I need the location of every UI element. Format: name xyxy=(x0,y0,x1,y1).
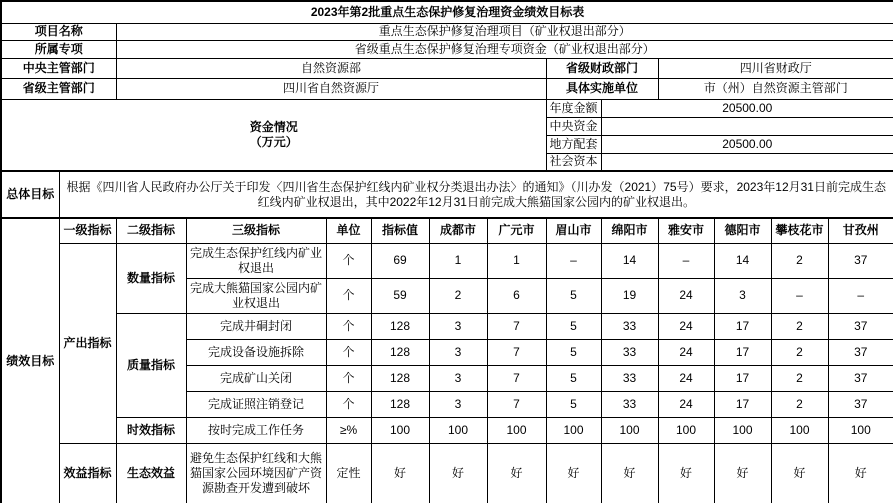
city-value-cell: 好 xyxy=(828,443,893,503)
city-value-cell: 3 xyxy=(429,365,487,391)
city-value-cell: – xyxy=(658,243,714,278)
unit-cell: 个 xyxy=(326,391,371,417)
city-value-cell: 2 xyxy=(429,278,487,313)
program-row xyxy=(1,40,893,58)
project-name-label: 项目名称 xyxy=(1,23,116,40)
unit-cell: 个 xyxy=(326,313,371,339)
prov-dept-value: 四川省自然资源厅 xyxy=(116,78,546,99)
target-value-cell: 128 xyxy=(371,391,429,417)
city-value-cell: 19 xyxy=(601,278,658,313)
central-dept-row xyxy=(1,58,893,78)
prov-finance-value: 四川省财政厅 xyxy=(658,58,893,78)
indicator-name-cell: 完成证照注销登记 xyxy=(186,391,326,417)
city-value-cell: 24 xyxy=(658,313,714,339)
city-value-cell: 好 xyxy=(771,443,828,503)
city-value-cell: 37 xyxy=(828,339,893,365)
city-value-cell: – xyxy=(771,278,828,313)
unit-cell: 个 xyxy=(326,243,371,278)
target-value-cell: 128 xyxy=(371,365,429,391)
city-value-cell: 14 xyxy=(601,243,658,278)
unit-cell: 个 xyxy=(326,339,371,365)
funding-central-value xyxy=(601,117,893,135)
city-value-cell: 33 xyxy=(601,365,658,391)
title-row xyxy=(1,1,893,23)
target-value-cell: 128 xyxy=(371,313,429,339)
city-value-cell: 3 xyxy=(429,339,487,365)
city-value-cell: 37 xyxy=(828,243,893,278)
city-value-cell: 3 xyxy=(429,391,487,417)
city-value-cell: 5 xyxy=(546,313,601,339)
city-value-cell: 5 xyxy=(546,339,601,365)
central-dept-value: 自然资源部 xyxy=(116,58,546,78)
indicator-row xyxy=(1,313,893,339)
funding-annual-label: 年度金额 xyxy=(546,99,601,117)
city-value-cell: 37 xyxy=(828,365,893,391)
overall-goal-text: 根据《四川省人民政府办公厅关于印发〈四川省生态保护红线内矿业权分类退出办法〉的通知》（川办发（2021）75号）要求，2023年12月31日前完成生态红线内矿业权退出，其中2022年12月31日前完成大熊猫国家公园内的矿业权退出。 xyxy=(59,171,893,218)
col-header-city-mianyang: 绵阳市 xyxy=(601,218,658,243)
central-dept-label: 中央主管部门 xyxy=(1,58,116,78)
col-header-unit: 单位 xyxy=(326,218,371,243)
target-value-cell: 好 xyxy=(371,443,429,503)
col-header-city-ganzi: 甘孜州 xyxy=(828,218,893,243)
city-value-cell: 好 xyxy=(601,443,658,503)
project-name-value: 重点生态保护修复治理项目（矿业权退出部分） xyxy=(116,23,893,40)
city-value-cell: 24 xyxy=(658,365,714,391)
program-value: 省级重点生态保护修复治理专项资金（矿业权退出部分） xyxy=(116,40,893,58)
city-value-cell: 2 xyxy=(771,391,828,417)
col-header-level2: 二级指标 xyxy=(116,218,186,243)
implement-value: 市（州）自然资源主管部门 xyxy=(658,78,893,99)
city-value-cell: 5 xyxy=(546,391,601,417)
funding-annual-value: 20500.00 xyxy=(601,99,893,117)
city-value-cell: 2 xyxy=(771,339,828,365)
city-value-cell: – xyxy=(828,278,893,313)
city-value-cell: 7 xyxy=(487,365,546,391)
city-value-cell: 好 xyxy=(546,443,601,503)
city-value-cell: 100 xyxy=(429,417,487,443)
col-header-city-chengdu: 成都市 xyxy=(429,218,487,243)
unit-cell: 定性 xyxy=(326,443,371,503)
indicator-name-cell: 完成井硐封闭 xyxy=(186,313,326,339)
city-value-cell: 好 xyxy=(714,443,771,503)
indicator-header-row xyxy=(1,218,893,243)
program-label: 所属专项 xyxy=(1,40,116,58)
funding-label-line2: （万元） xyxy=(249,134,298,149)
funding-social-label: 社会资本 xyxy=(546,153,601,171)
indicator-row xyxy=(1,243,893,278)
level2-quantity-cell: 数量指标 xyxy=(116,243,186,313)
city-value-cell: 1 xyxy=(487,243,546,278)
city-value-cell: 24 xyxy=(658,391,714,417)
page-title: 2023年第2批重点生态保护修复治理资金绩效目标表 xyxy=(1,1,893,23)
target-value-cell: 69 xyxy=(371,243,429,278)
funding-central-label: 中央资金 xyxy=(546,117,601,135)
city-value-cell: 3 xyxy=(429,313,487,339)
unit-cell: 个 xyxy=(326,365,371,391)
city-value-cell: 100 xyxy=(601,417,658,443)
city-value-cell: 7 xyxy=(487,391,546,417)
city-value-cell: 100 xyxy=(487,417,546,443)
city-value-cell: 5 xyxy=(546,365,601,391)
level2-quality-cell: 质量指标 xyxy=(116,313,186,417)
city-value-cell: 17 xyxy=(714,391,771,417)
implement-label: 具体实施单位 xyxy=(546,78,658,99)
funding-label-line1: 资金情况 xyxy=(249,119,298,134)
col-header-target: 指标值 xyxy=(371,218,429,243)
city-value-cell: 33 xyxy=(601,391,658,417)
city-value-cell: 2 xyxy=(771,243,828,278)
overall-goal-label: 总体目标 xyxy=(1,171,59,218)
city-value-cell: 好 xyxy=(429,443,487,503)
col-header-city-yaan: 雅安市 xyxy=(658,218,714,243)
city-value-cell: – xyxy=(546,243,601,278)
funding-row-annual xyxy=(1,99,893,117)
indicator-name-cell: 按时完成工作任务 xyxy=(186,417,326,443)
overall-goal-row xyxy=(1,171,893,218)
indicator-row xyxy=(1,417,893,443)
city-value-cell: 100 xyxy=(714,417,771,443)
city-value-cell: 2 xyxy=(771,313,828,339)
city-value-cell: 100 xyxy=(546,417,601,443)
level1-benefit-cell: 效益指标 xyxy=(59,443,116,503)
target-value-cell: 100 xyxy=(371,417,429,443)
indicator-name-cell: 完成设备设施拆除 xyxy=(186,339,326,365)
indicator-name-cell: 完成大熊猫国家公园内矿业权退出 xyxy=(186,278,326,313)
city-value-cell: 1 xyxy=(429,243,487,278)
city-value-cell: 24 xyxy=(658,339,714,365)
city-value-cell: 7 xyxy=(487,339,546,365)
city-value-cell: 33 xyxy=(601,339,658,365)
city-value-cell: 2 xyxy=(771,365,828,391)
city-value-cell: 14 xyxy=(714,243,771,278)
city-value-cell: 24 xyxy=(658,278,714,313)
col-header-level3: 三级指标 xyxy=(186,218,326,243)
target-value-cell: 59 xyxy=(371,278,429,313)
city-value-cell: 100 xyxy=(658,417,714,443)
indicator-name-cell: 避免生态保护红线和大熊猫国家公园环境因矿产资源勘查开发遭到破坏 xyxy=(186,443,326,503)
unit-cell: ≥% xyxy=(326,417,371,443)
city-value-cell: 17 xyxy=(714,313,771,339)
city-value-cell: 3 xyxy=(714,278,771,313)
funding-local-value: 20500.00 xyxy=(601,135,893,153)
col-header-city-guangyuan: 广元市 xyxy=(487,218,546,243)
prov-dept-label: 省级主管部门 xyxy=(1,78,116,99)
col-header-city-meishan: 眉山市 xyxy=(546,218,601,243)
city-value-cell: 100 xyxy=(828,417,893,443)
target-value-cell: 128 xyxy=(371,339,429,365)
city-value-cell: 好 xyxy=(487,443,546,503)
unit-cell: 个 xyxy=(326,278,371,313)
city-value-cell: 100 xyxy=(771,417,828,443)
city-value-cell: 17 xyxy=(714,339,771,365)
level2-timeliness-cell: 时效指标 xyxy=(116,417,186,443)
funding-section-label xyxy=(1,99,546,171)
funding-local-label: 地方配套 xyxy=(546,135,601,153)
city-value-cell: 7 xyxy=(487,313,546,339)
indicator-name-cell: 完成矿山关闭 xyxy=(186,365,326,391)
city-value-cell: 33 xyxy=(601,313,658,339)
prov-finance-label: 省级财政部门 xyxy=(546,58,658,78)
indicator-row xyxy=(1,443,893,503)
city-value-cell: 17 xyxy=(714,365,771,391)
col-header-city-deyang: 德阳市 xyxy=(714,218,771,243)
col-header-city-panzhihua: 攀枝花市 xyxy=(771,218,828,243)
level1-output-cell: 产出指标 xyxy=(59,243,116,443)
perf-section-label: 绩效目标 xyxy=(1,218,59,503)
city-value-cell: 37 xyxy=(828,391,893,417)
city-value-cell: 好 xyxy=(658,443,714,503)
funding-social-value xyxy=(601,153,893,171)
level2-eco-cell: 生态效益 xyxy=(116,443,186,503)
col-header-level1: 一级指标 xyxy=(59,218,116,243)
project-name-row xyxy=(1,23,893,40)
city-value-cell: 5 xyxy=(546,278,601,313)
city-value-cell: 37 xyxy=(828,313,893,339)
indicator-name-cell: 完成生态保护红线内矿业权退出 xyxy=(186,243,326,278)
prov-dept-row xyxy=(1,78,893,99)
city-value-cell: 6 xyxy=(487,278,546,313)
